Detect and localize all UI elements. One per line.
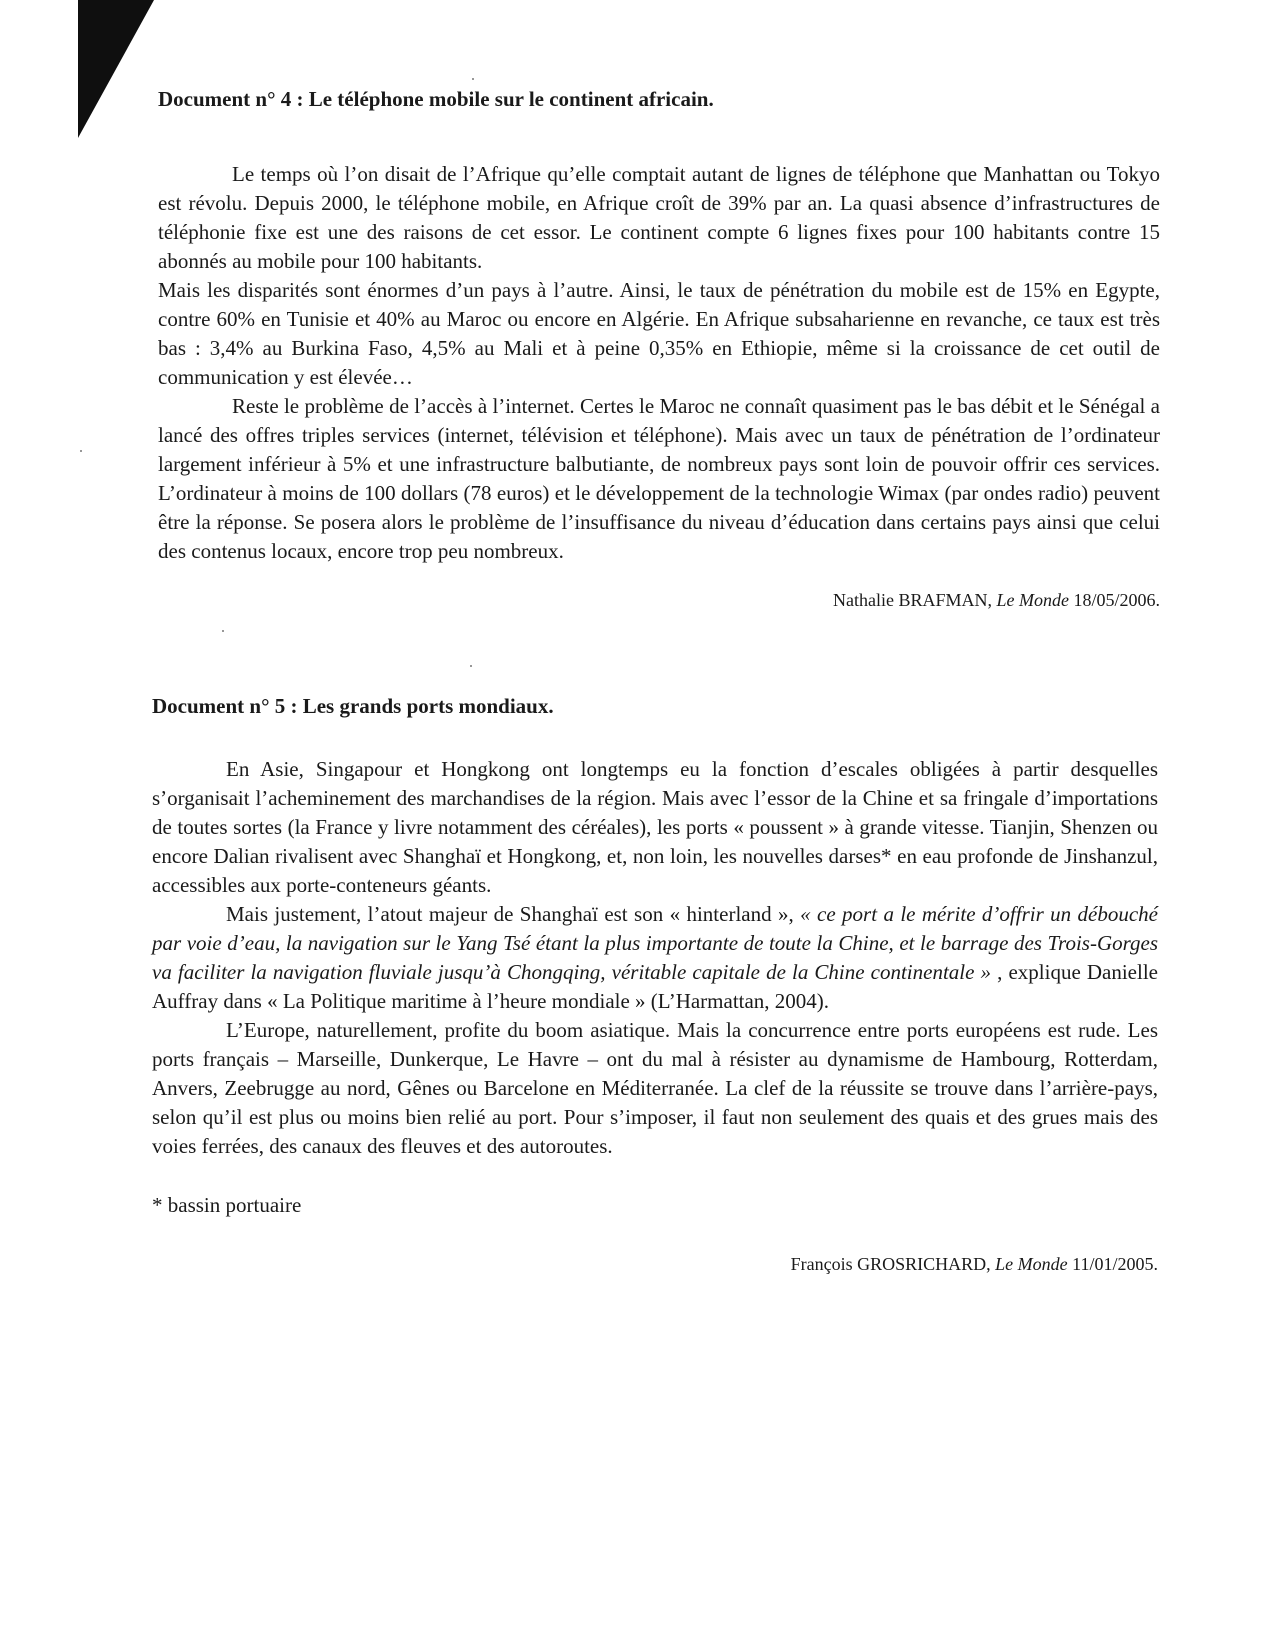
doc5-paragraph-2-quote: « ce port a le mérite d’offrir un débouché par voie d’eau, la navigation sur le Yang Tsé étant la plus importante de toute la Chine, et le barrage des Trois-Gorges va faciliter la navigation fluviale jusqu’à Chongqing, véritable capitale de la Chine continentale »	[152, 902, 1158, 984]
doc5-paragraph-2	[152, 900, 1158, 1016]
doc5-paragraph-1: En Asie, Singapour et Hongkong ont longtemps eu la fonction d’escales obligées à partir desquelles s’organisait l’acheminement des marchandises de la région. Mais avec l’essor de la Chine et sa fringale d’importations de toutes sortes (la France y livre notamment des céréales), les ports « poussent » à grande vitesse. Tianjin, Shenzen ou encore Dalian rivalisent avec Shanghaï et Hongkong, et, non loin, les nouvelles darses* en eau profonde de Jinshanzul, accessibles aux porte-conteneurs géants.	[152, 757, 1158, 897]
doc4-source-date: 18/05/2006.	[1068, 590, 1160, 610]
doc5-source-author: François GROSRICHARD,	[790, 1254, 996, 1274]
doc4-title: Document n° 4 : Le téléphone mobile sur le continent africain.	[158, 87, 714, 111]
doc4-source	[158, 588, 1160, 612]
doc4-paragraph-2: Mais les disparités sont énormes d’un pays à l’autre. Ainsi, le taux de pénétration du mobile est de 15% en Egypte, contre 60% en Tunisie et 40% au Maroc ou encore en Algérie. En Afrique subsaharienne en revanche, ce taux est très bas : 3,4% au Burkina Faso, 4,5% au Mali et à peine 0,35% en Ethiopie, même si la croissance de cet outil de communication y est élevée…	[158, 278, 1160, 389]
doc5-source-paper: Le Monde	[995, 1254, 1068, 1274]
scan-corner-mark	[76, 0, 156, 140]
doc5-paragraph-3: L’Europe, naturellement, profite du boom asiatique. Mais la concurrence entre ports européens est rude. Les ports français – Marseille, Dunkerque, Le Havre – ont du mal à résister au dynamisme de Hambourg, Rotterdam, Anvers, Zeebrugge au nord, Gênes ou Barcelone en Méditerranée. La clef de la réussite se trouve dans l’arrière-pays, selon qu’il est plus ou moins bien relié au port. Pour s’imposer, il faut non seulement des quais et des grues mais des voies ferrées, des canaux des fleuves et des autoroutes.	[152, 1018, 1158, 1158]
scan-speck	[80, 450, 82, 452]
doc5-title: Document n° 5 : Les grands ports mondiaux.	[152, 694, 554, 718]
doc4-source-paper: Le Monde	[996, 590, 1069, 610]
doc4-source-author: Nathalie BRAFMAN,	[833, 590, 997, 610]
scan-speck	[222, 630, 224, 632]
doc5-source	[152, 1252, 1158, 1276]
doc5-paragraph-2-intro: Mais justement, l’atout majeur de Shanghaï est son « hinterland »,	[226, 902, 801, 926]
scan-speck	[470, 665, 472, 667]
doc5-footnote: * bassin portuaire	[152, 1193, 302, 1217]
document-5	[152, 693, 1158, 1276]
doc5-paragraph-2-end: , explique Danielle Auffray dans « La Politique maritime à l’heure mondiale » (L’Harmattan, 2004).	[152, 960, 1158, 1013]
document-4	[158, 86, 1160, 612]
doc5-source-date: 11/01/2005.	[1067, 1254, 1158, 1274]
doc4-paragraph-1: Le temps où l’on disait de l’Afrique qu’elle comptait autant de lignes de téléphone que Manhattan ou Tokyo est révolu. Depuis 2000, le téléphone mobile, en Afrique croît de 39% par an. La quasi absence d’infrastructures de téléphonie fixe est une des raisons de cet essor. Le continent compte 6 lignes fixes pour 100 habitants contre 15 abonnés au mobile pour 100 habitants.	[158, 162, 1160, 273]
scan-speck	[472, 78, 474, 80]
doc4-paragraph-3: Reste le problème de l’accès à l’internet. Certes le Maroc ne connaît quasiment pas le bas débit et le Sénégal a lancé des offres triples services (internet, télévision et téléphone). Mais avec un taux de pénétration de l’ordinateur largement inférieur à 5% et une infrastructure balbutiante, de nombreux pays sont loin de pouvoir offrir ces services. L’ordinateur à moins de 100 dollars (78 euros) et le développement de la technologie Wimax (par ondes radio) peuvent être la réponse. Se posera alors le problème de l’insuffisance du niveau d’éducation dans certains pays ainsi que celui des contenus locaux, encore trop peu nombreux.	[158, 394, 1160, 563]
